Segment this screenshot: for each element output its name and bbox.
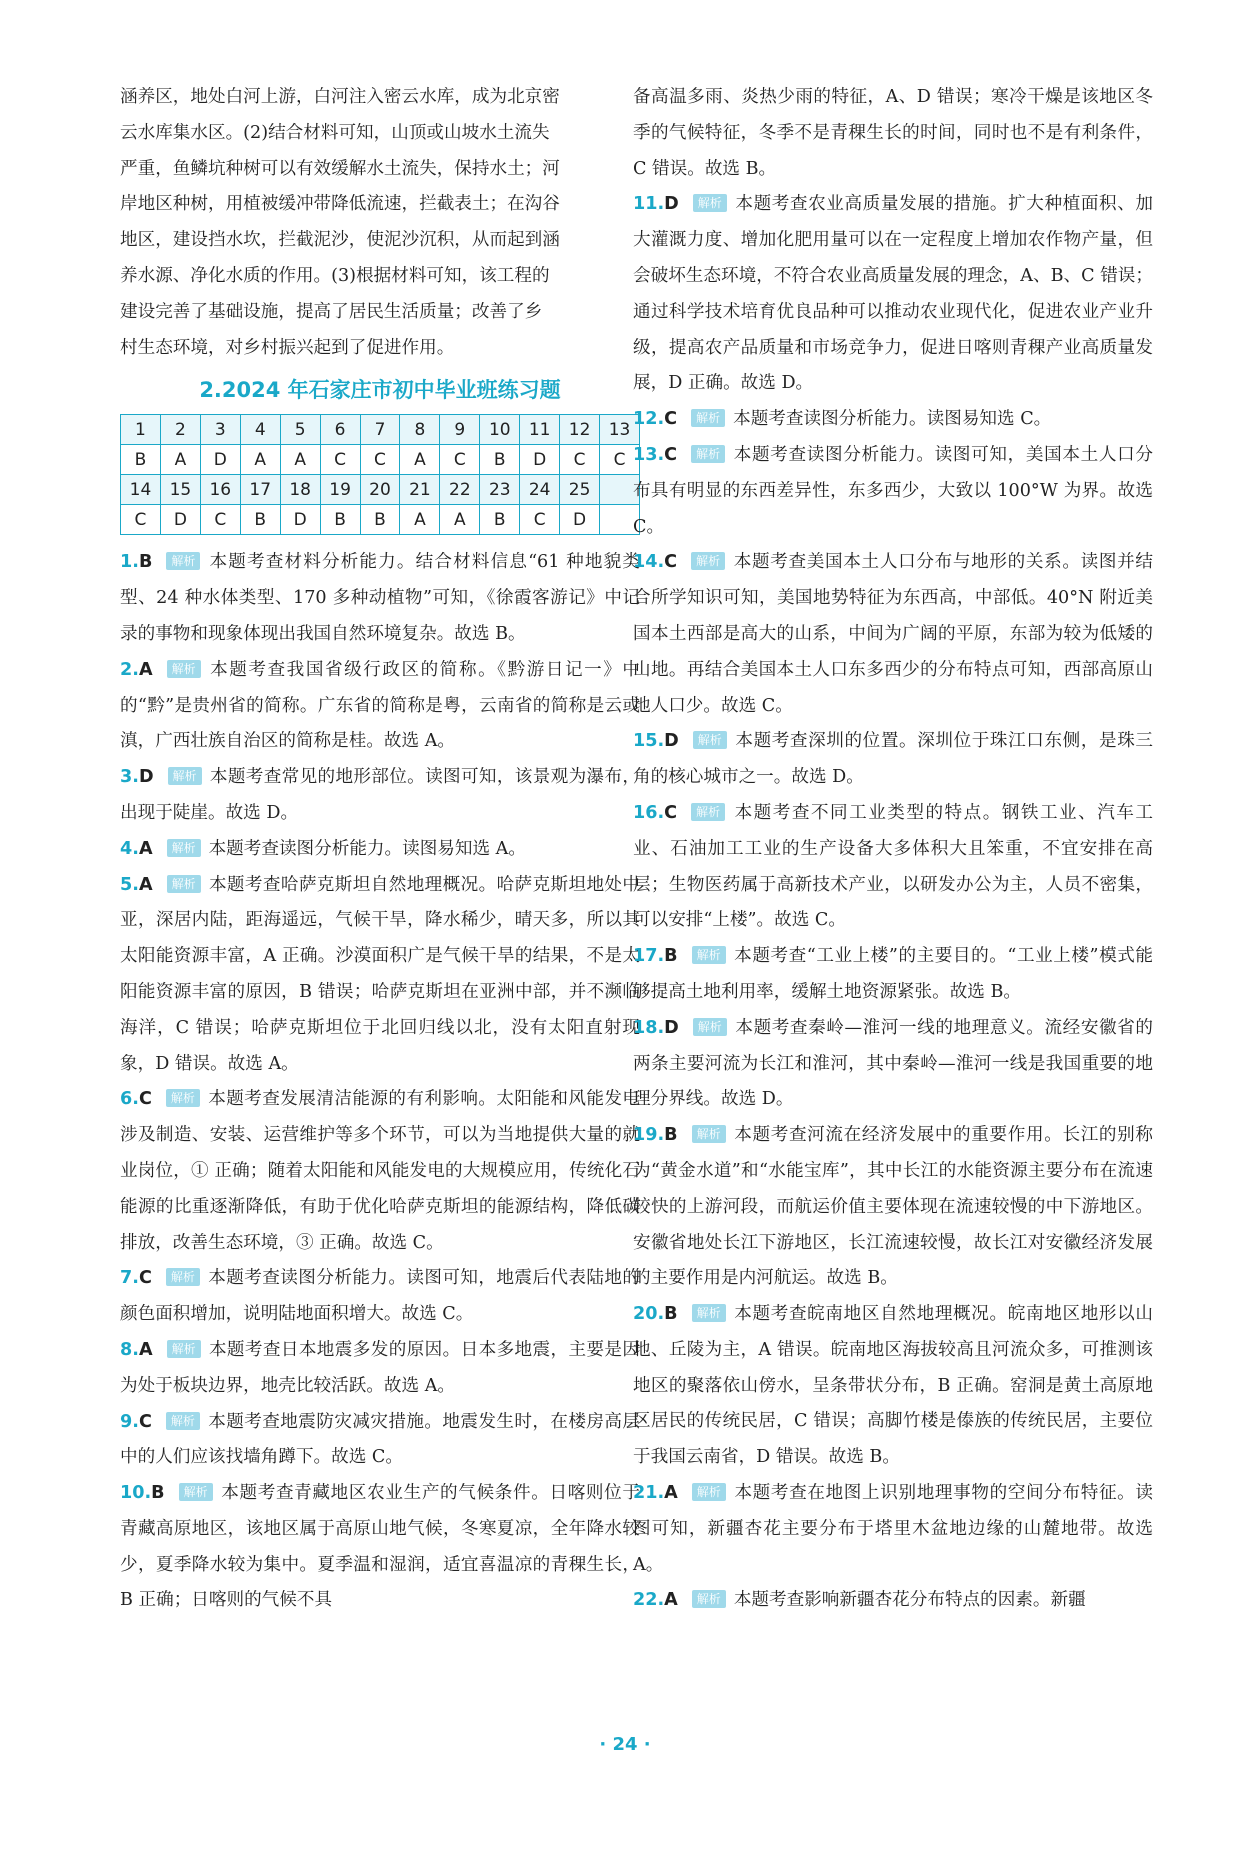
answer-key-cell: 25	[560, 475, 600, 505]
explanation-text: 本题考查日本地震多发的原因。日本多地震，主要是因为处于板块边界，地壳比较活跃。故选 A。	[120, 1339, 640, 1396]
answer-key-cell: 19	[320, 475, 360, 505]
analysis-tag: 解析	[692, 1125, 726, 1143]
analysis-tag: 解析	[692, 1304, 726, 1322]
answer-letter: A	[138, 1339, 153, 1360]
answer-letter: B	[664, 1125, 678, 1146]
answer-key-cell: A	[160, 445, 200, 475]
analysis-tag: 解析	[168, 767, 202, 785]
answer-letter: D	[138, 767, 154, 788]
answer-key-cell: D	[560, 505, 600, 535]
answer-key-cell: C	[560, 445, 600, 475]
answer-letter: A	[664, 1483, 678, 1504]
question-number: 21.	[633, 1483, 665, 1504]
question-number: 7.	[120, 1268, 139, 1289]
answer-key-cell: C	[121, 505, 161, 535]
answer-key-cell: 11	[520, 415, 560, 445]
analysis-tag: 解析	[691, 803, 725, 821]
answer-key-answer-row	[121, 505, 640, 535]
question-number: 20.	[633, 1304, 665, 1325]
answer-key-answer-row	[121, 445, 640, 475]
question-number: 11.	[633, 194, 665, 215]
answer-letter: A	[138, 838, 153, 859]
analysis-tag: 解析	[166, 552, 200, 570]
answer-key-cell: C	[360, 445, 400, 475]
explanation-text: 本题考查读图分析能力。读图易知选 A。	[208, 838, 526, 859]
answer-key-cell: 17	[240, 475, 280, 505]
answer-key-cell: 1	[121, 415, 161, 445]
answer-key-cell: 4	[240, 415, 280, 445]
explanation-text: 本题考查青藏地区农业生产的气候条件。日喀则位于青藏高原地区，该地区属于高原山地气候，冬寒夏凉，全年降水较少，夏季降水较为集中。夏季温和湿润，适宜喜温凉的青稞生长，B 正确；日喀则的气候不具	[120, 1483, 640, 1611]
answer-letter: B	[664, 1304, 678, 1325]
answer-item	[633, 939, 1153, 1011]
answer-key-cell: 21	[400, 475, 440, 505]
answer-letter: C	[664, 802, 678, 823]
answer-key-cell: D	[280, 505, 320, 535]
answer-key-cell: A	[240, 445, 280, 475]
analysis-tag: 解析	[691, 409, 725, 427]
explanation-text: 本题考查在地图上识别地理事物的空间分布特征。读图可知，新疆杏花主要分布于塔里木盆地边缘的山麓地带。故选 A。	[633, 1483, 1153, 1575]
explanation-text: 本题考查读图分析能力。读图易知选 C。	[733, 409, 1052, 430]
answer-item	[633, 1011, 1153, 1118]
answer-item	[120, 1476, 640, 1619]
page-number: · 24 ·	[599, 1734, 651, 1755]
answer-key-cell: B	[121, 445, 161, 475]
answer-item	[120, 1405, 640, 1477]
answer-key-table	[120, 414, 640, 535]
intro-line: 养水源、净化水质的作用。(3)根据材料可知，该工程的	[120, 265, 550, 286]
answer-letter: C	[138, 1268, 152, 1289]
question-number: 6.	[120, 1089, 139, 1110]
answer-item	[120, 868, 640, 1083]
intro-line: 村生态环境，对乡村振兴起到了促进作用。	[120, 337, 455, 358]
answer-key-cell: A	[280, 445, 320, 475]
explanation-text: 本题考查不同工业类型的特点。钢铁工业、汽车工业、石油加工工业的生产设备大多体积大且笨重，不宜安排在高层；生物医药属于高新技术产业，以研发办公为主，人员不密集，可以安排“上楼”。故选 C。	[633, 802, 1153, 931]
answer-key-cell: 13	[600, 415, 640, 445]
continued-explanation: 备高温多雨、炎热少雨的特征，A、D 错误；寒冷干燥是该地区冬季的气候特征，冬季不是青稞生长的时间，同时也不是有利条件，C 错误。故选 B。	[633, 87, 1153, 179]
answer-item	[120, 545, 640, 652]
left-column	[120, 80, 640, 1619]
answer-item	[120, 1261, 640, 1333]
answer-key-cell: 20	[360, 475, 400, 505]
answer-item	[120, 1082, 640, 1261]
explanation-text: 本题考查发展清洁能源的有利影响。太阳能和风能发电涉及制造、安装、运营维护等多个环节，可以为当地提供大量的就业岗位，① 正确；随着太阳能和风能发电的大规模应用，传统化石能源的比重逐渐降低，有助于优化哈萨克斯坦的能源结构，降低碳排放，改善生态环境，③ 正确。故选 C。	[120, 1089, 640, 1253]
answer-item	[633, 1297, 1153, 1476]
analysis-tag: 解析	[692, 1483, 726, 1501]
answer-letter: A	[664, 1590, 678, 1611]
answer-item	[120, 653, 640, 760]
analysis-tag: 解析	[692, 946, 726, 964]
answer-item	[633, 1583, 1153, 1619]
analysis-tag: 解析	[166, 1089, 200, 1107]
question-number: 2.	[120, 659, 139, 680]
answer-key-cell: 9	[440, 415, 480, 445]
analysis-tag: 解析	[693, 194, 727, 212]
analysis-tag: 解析	[166, 1268, 200, 1286]
question-number: 16.	[633, 802, 665, 823]
answer-item	[633, 796, 1153, 939]
answer-key-cell: 6	[320, 415, 360, 445]
analysis-tag: 解析	[693, 731, 727, 749]
answer-item	[633, 1476, 1153, 1583]
left-intro	[120, 80, 640, 366]
analysis-tag: 解析	[691, 552, 725, 570]
answer-letter: C	[138, 1089, 152, 1110]
answer-letter: A	[138, 659, 153, 680]
answer-key-cell: C	[200, 505, 240, 535]
answer-letter: A	[138, 874, 153, 895]
answer-item	[120, 1333, 640, 1405]
analysis-tag: 解析	[167, 839, 201, 857]
explanation-text: 本题考查材料分析能力。结合材料信息“61 种地貌类型、24 种水体类型、170 多种动植物”可知，《徐霞客游记》中记录的事物和现象体现出我国自然环境复杂。故选 B。	[120, 552, 640, 644]
answer-key-cell: 3	[200, 415, 240, 445]
answer-key-cell: C	[600, 445, 640, 475]
question-number: 22.	[633, 1590, 665, 1611]
question-number: 9.	[120, 1411, 139, 1432]
answer-key-cell: D	[520, 445, 560, 475]
answer-key-cell: 8	[400, 415, 440, 445]
answer-key-cell: 2	[160, 415, 200, 445]
answer-key-cell: C	[440, 445, 480, 475]
question-number: 4.	[120, 838, 139, 859]
answer-key-cell: D	[200, 445, 240, 475]
answer-key-number-row	[121, 475, 640, 505]
question-number: 18.	[633, 1017, 665, 1038]
analysis-tag: 解析	[692, 1590, 726, 1608]
answer-letter: B	[151, 1483, 165, 1504]
answer-item	[120, 760, 640, 832]
question-number: 13.	[633, 444, 665, 465]
answer-letter: D	[664, 1017, 679, 1038]
analysis-tag: 解析	[166, 1412, 200, 1430]
answer-key-cell: A	[400, 445, 440, 475]
analysis-tag: 解析	[167, 660, 201, 678]
intro-line: 建设完善了基础设施，提高了居民生活质量；改善了乡	[120, 301, 543, 322]
answer-letter: B	[664, 946, 678, 967]
answer-key-cell: 22	[440, 475, 480, 505]
explanation-text: 本题考查深圳的位置。深圳位于珠江口东侧，是珠三角的核心城市之一。故选 D。	[633, 731, 1153, 788]
left-answer-list	[120, 545, 640, 1619]
answer-item	[120, 832, 640, 868]
explanation-text: 本题考查“工业上楼”的主要目的。“工业上楼”模式能够提高土地利用率，缓解土地资源紧张。故选 B。	[633, 946, 1153, 1002]
answer-key-cell: B	[480, 445, 520, 475]
answer-letter: C	[664, 444, 678, 465]
answer-key-cell: C	[520, 505, 560, 535]
answer-key-cell: 12	[560, 415, 600, 445]
answer-key-cell: A	[440, 505, 480, 535]
question-number: 12.	[633, 409, 665, 430]
intro-line: 严重，鱼鳞坑种树可以有效缓解水土流失，保持水土；河	[120, 158, 560, 179]
answer-key-cell: 5	[280, 415, 320, 445]
answer-key-cell: B	[240, 505, 280, 535]
answer-key-cell: B	[360, 505, 400, 535]
answer-letter: D	[664, 731, 679, 752]
answer-key-cell: C	[320, 445, 360, 475]
answer-item	[633, 1118, 1153, 1297]
answer-item	[633, 724, 1153, 796]
explanation-text: 本题考查我国省级行政区的简称。《黔游日记一》中的“黔”是贵州省的简称。广东省的简称是粤，云南省的简称是云或滇，广西壮族自治区的简称是桂。故选 A。	[120, 659, 640, 752]
intro-line: 涵养区，地处白河上游，白河注入密云水库，成为北京密	[120, 87, 560, 107]
answer-key-cell: 7	[360, 415, 400, 445]
answer-item	[633, 187, 1153, 402]
explanation-text: 本题考查皖南地区自然地理概况。皖南地区地形以山地、丘陵为主，A 错误。皖南地区海拔较高且河流众多，可推测该地区的聚落依山傍水，呈条带状分布，B 正确。窑洞是黄土高原地区居民的传统民居，C 错误；高脚竹楼是傣族的传统民居，主要位于我国云南省，D 错误。故选 B。	[633, 1304, 1153, 1468]
question-number: 19.	[633, 1125, 665, 1146]
answer-key-cell: D	[160, 505, 200, 535]
question-number: 10.	[120, 1483, 152, 1504]
question-number: 1.	[120, 552, 139, 573]
analysis-tag: 解析	[693, 1018, 727, 1036]
answer-key-cell: 15	[160, 475, 200, 505]
explanation-text: 本题考查农业高质量发展的措施。扩大种植面积、加大灌溉力度、增加化肥用量可以在一定程度上增加农作物产量，但会破坏生态环境，不符合农业高质量发展的理念，A、B、C 错误；通过科学技术培育优良品种可以推动农业现代化，促进农业产业升级，提高农产品质量和市场竞争力，促进日喀则青稞产业高质量发展，D 正确。故选 D。	[633, 194, 1153, 394]
question-number: 5.	[120, 874, 139, 895]
explanation-text: 本题考查读图分析能力。读图可知，美国本土人口分布具有明显的东西差异性，东多西少，大致以 100°W 为界。故选 C。	[633, 444, 1153, 537]
explanation-text: 本题考查美国本土人口分布与地形的关系。读图并结合所学知识可知，美国地势特征为东西高，中部低。40°N 附近美国本土西部是高大的山系，中间为广阔的平原，东部为较为低矮的山地。再结合美国本土人口东多西少的分布特点可知，西部高原山地人口少。故选 C。	[633, 552, 1153, 716]
question-number: 17.	[633, 946, 665, 967]
answer-key-cell: 16	[200, 475, 240, 505]
explanation-text: 本题考查河流在经济发展中的重要作用。长江的别称为“黄金水道”和“水能宝库”，其中长江的水能资源主要分布在流速较快的上游河段，而航运价值主要体现在流速较慢的中下游地区。安徽省地处长江下游地区，长江流速较慢，故长江对安徽经济发展的主要作用是内河航运。故选 B。	[633, 1125, 1153, 1289]
analysis-tag: 解析	[691, 445, 725, 463]
answer-letter: C	[664, 552, 678, 573]
explanation-text: 本题考查读图分析能力。读图可知，地震后代表陆地的颜色面积增加，说明陆地面积增大。故选 C。	[120, 1268, 640, 1325]
answer-item	[633, 438, 1153, 545]
question-number: 15.	[633, 731, 665, 752]
explanation-text: 本题考查常见的地形部位。读图可知，该景观为瀑布，出现于陡崖。故选 D。	[120, 767, 640, 823]
answer-item	[633, 545, 1153, 724]
answer-letter: B	[138, 552, 153, 573]
answer-letter: C	[138, 1411, 152, 1432]
answer-letter: D	[664, 194, 679, 215]
intro-line: 云水库集水区。(2)结合材料可知，山顶或山坡水土流失	[120, 122, 550, 143]
answer-key-cell: A	[400, 505, 440, 535]
answer-key-cell: B	[320, 505, 360, 535]
explanation-text: 本题考查秦岭—淮河一线的地理意义。流经安徽省的两条主要河流为长江和淮河，其中秦岭—淮河一线是我国重要的地理分界线。故选 D。	[633, 1017, 1153, 1110]
right-answer-list	[633, 187, 1153, 1619]
question-number: 3.	[120, 767, 139, 788]
right-column	[633, 80, 1153, 1619]
question-number: 14.	[633, 552, 665, 573]
answer-key-number-row	[121, 415, 640, 445]
explanation-text: 本题考查哈萨克斯坦自然地理概况。哈萨克斯坦地处中亚，深居内陆，距海遥远，气候干旱，降水稀少，晴天多，所以其太阳能资源丰富，A 正确。沙漠面积广是气候干旱的结果，不是太阳能资源丰富的原因，B 错误；哈萨克斯坦在亚洲中部，并不濒临海洋，C 错误；哈萨克斯坦位于北回归线以北，没有太阳直射现象，D 错误。故选 A。	[120, 874, 640, 1074]
answer-key-cell: B	[480, 505, 520, 535]
answer-item	[633, 402, 1153, 438]
question-number: 8.	[120, 1339, 139, 1360]
explanation-text: 本题考查地震防灾减灾措施。地震发生时，在楼房高层中的人们应该找墙角蹲下。故选 C。	[120, 1411, 640, 1468]
answer-key-cell: 14	[121, 475, 161, 505]
answer-key-cell: 18	[280, 475, 320, 505]
answer-key-cell: 23	[480, 475, 520, 505]
answer-key-cell: 10	[480, 415, 520, 445]
answer-letter: C	[664, 409, 678, 430]
intro-line: 岸地区种树，用植被缓冲带降低流速，拦截表土；在沟谷	[120, 194, 560, 215]
intro-line: 地区，建设挡水坎，拦截泥沙，使泥沙沉积，从而起到涵	[120, 230, 560, 251]
explanation-text: 本题考查影响新疆杏花分布特点的因素。新疆	[733, 1590, 1086, 1611]
answer-key-cell: 24	[520, 475, 560, 505]
section-title: 2.2024 年石家庄市初中毕业班练习题	[199, 378, 561, 403]
analysis-tag: 解析	[167, 875, 201, 893]
analysis-tag: 解析	[179, 1483, 213, 1501]
analysis-tag: 解析	[167, 1340, 201, 1358]
